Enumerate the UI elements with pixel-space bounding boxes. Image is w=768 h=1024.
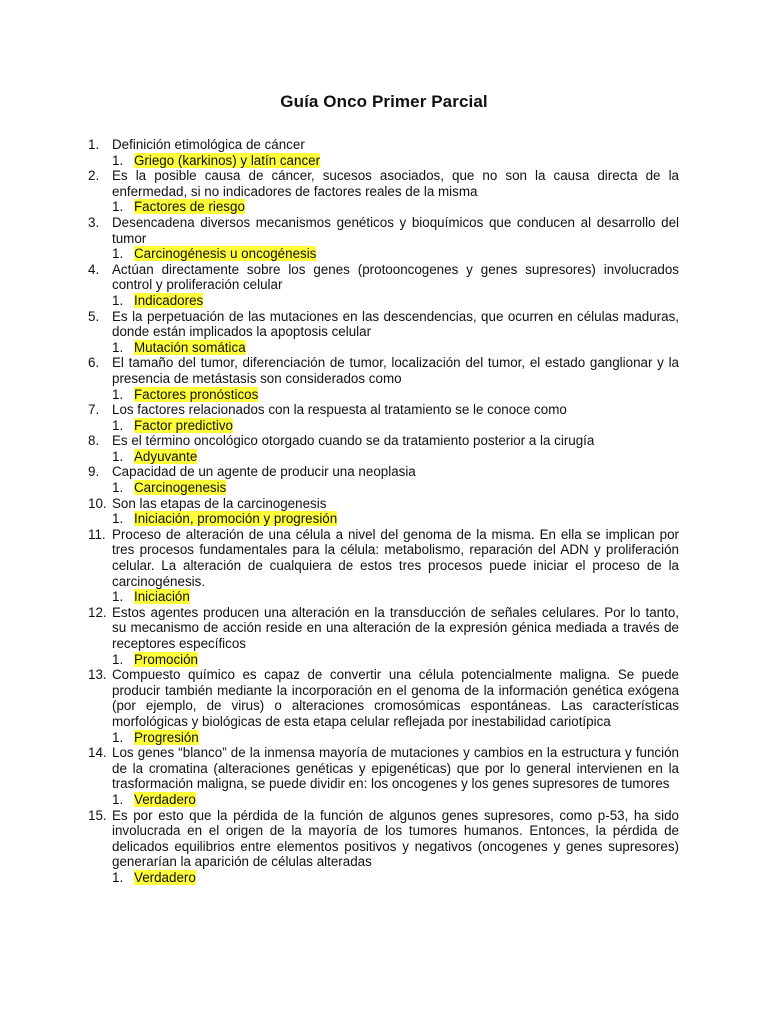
- answer-number: 1.: [112, 339, 124, 355]
- question-number: 14.: [88, 745, 107, 761]
- page-title: Guía Onco Primer Parcial: [280, 92, 488, 111]
- question-item: [88, 355, 679, 402]
- answer-number: 1.: [112, 480, 124, 496]
- question-text: Son las etapas de la carcinogenesis: [112, 495, 327, 511]
- question-item: [88, 605, 679, 667]
- question-number: 6.: [88, 355, 100, 371]
- question-text: Desencadena diversos mecanismos genéticos y bioquímicos que conducen al desarrollo del tumor: [112, 214, 679, 246]
- answer-number: 1.: [112, 246, 124, 262]
- answer-number: 1.: [112, 651, 124, 667]
- question-text: Los factores relacionados con la respuesta al tratamiento se le conoce como: [112, 402, 567, 418]
- highlighted-answer: Iniciación, promoción y progresión: [134, 511, 338, 527]
- answer-number: 1.: [112, 199, 124, 215]
- question-number: 15.: [88, 807, 107, 823]
- question-number: 9.: [88, 464, 100, 480]
- answer-line: [112, 870, 679, 886]
- question-item: [88, 215, 679, 262]
- question-text: Es la perpetuación de las mutaciones en las descendencias, que ocurren en células maduras, donde están implicados la apoptosis celular: [112, 308, 679, 340]
- answer-number: 1.: [112, 152, 124, 168]
- question-item: [88, 168, 679, 215]
- question-item: [88, 527, 679, 605]
- answer-number: 1.: [112, 417, 124, 433]
- question-text: Los genes “blanco” de la inmensa mayoría de mutaciones y cambios en la estructura y función de la cromatina (alteraciones genéticas y epigenéticas) que por lo general intervienen en la trasformación maligna, se puede dividir en: los oncogenes y los genes supresores de tumores: [112, 745, 679, 792]
- question-text: Es el término oncológico otorgado cuando se da tratamiento posterior a la cirugía: [112, 433, 595, 449]
- question-number: 4.: [88, 261, 100, 277]
- question-number: 8.: [88, 433, 100, 449]
- answer-line: [112, 246, 679, 262]
- highlighted-answer: Mutación somática: [134, 339, 246, 355]
- question-number: 2.: [88, 168, 100, 184]
- question-text: El tamaño del tumor, diferenciación de tumor, localización del tumor, el estado ganglionar y la presencia de metástasis son considerados como: [112, 355, 679, 386]
- question-item: [88, 402, 679, 433]
- question-number: 12.: [88, 604, 107, 620]
- answer-number: 1.: [112, 729, 124, 745]
- question-number: 7.: [88, 402, 100, 418]
- highlighted-answer: Factores pronósticos: [134, 386, 259, 402]
- highlighted-answer: Griego (karkinos) y latín cancer: [134, 152, 321, 168]
- highlighted-answer: Iniciación: [134, 589, 190, 605]
- question-text: Capacidad de un agente de producir una neoplasia: [112, 464, 416, 480]
- question-item: [88, 808, 679, 886]
- highlighted-answer: Factor predictivo: [134, 417, 233, 433]
- answer-number: 1.: [112, 791, 124, 807]
- highlighted-answer: Verdadero: [134, 869, 196, 885]
- question-number: 13.: [88, 667, 107, 683]
- answer-number: 1.: [112, 869, 124, 885]
- answer-line: [112, 792, 679, 808]
- answer-line: [112, 340, 679, 356]
- question-text: Proceso de alteración de una célula a nivel del genoma de la misma. En ella se implican por tres procesos fundamentales para la célula: metabolismo, reparación del ADN y proliferación celular. La alteración de cualquiera de estos tres procesos puede iniciar el proceso de la carcinogénesis.: [112, 526, 679, 589]
- question-number: 11.: [88, 526, 106, 542]
- answer-line: [112, 387, 679, 403]
- answer-number: 1.: [112, 511, 124, 527]
- question-list: [88, 137, 679, 886]
- answer-number: 1.: [112, 589, 124, 605]
- question-item: [88, 309, 679, 356]
- highlighted-answer: Progresión: [134, 729, 199, 745]
- question-item: [88, 137, 679, 168]
- question-text: Actúan directamente sobre los genes (protooncogenes y genes supresores) involucrados control y proliferación celular: [112, 261, 679, 293]
- question-item: [88, 262, 679, 309]
- question-item: [88, 496, 679, 527]
- highlighted-answer: Carcinogénesis u oncogénesis: [134, 246, 317, 262]
- answer-line: [112, 199, 679, 215]
- answer-number: 1.: [112, 386, 124, 402]
- question-item: [88, 464, 679, 495]
- answer-line: [112, 293, 679, 309]
- question-item: [88, 745, 679, 807]
- highlighted-answer: Adyuvante: [134, 448, 198, 464]
- answer-number: 1.: [112, 448, 124, 464]
- answer-line: [112, 153, 679, 169]
- question-number: 3.: [88, 214, 100, 230]
- question-text: Es por esto que la pérdida de la función de algunos genes supresores, como p-53, ha sido involucrada en el origen de la mayoría de los tumores humanos. Entonces, la pérdida de delicados equilibrios entre elementos positivos y negativos (oncogenes y genes supresores) generarían la aparición de células alteradas: [112, 807, 679, 870]
- question-item: [88, 433, 679, 464]
- highlighted-answer: Verdadero: [134, 791, 196, 807]
- question-text: Definición etimológica de cáncer: [112, 137, 305, 152]
- answer-line: [112, 418, 679, 434]
- answer-line: [112, 511, 679, 527]
- answer-line: [112, 449, 679, 465]
- question-text: Estos agentes producen una alteración en la transducción de señales celulares. Por lo tanto, su mecanismo de acción reside en una alteración de la expresión génica mediada a través de receptores específicos: [112, 604, 679, 651]
- question-text: Compuesto químico es capaz de convertir una célula potencialmente maligna. Se puede producir también mediante la incorporación en el genoma de la información genética exógena (por ejemplo, de virus) o alteraciones cromosómicas espontáneas. Las características morfológicas y biológicas de esta etapa celular reflejada por inestabilidad cariotípica: [112, 667, 679, 729]
- answer-line: [112, 480, 679, 496]
- question-number: 1.: [88, 137, 100, 152]
- highlighted-answer: Carcinogenesis: [134, 480, 227, 496]
- question-item: [88, 667, 679, 745]
- highlighted-answer: Factores de riesgo: [134, 199, 245, 215]
- question-number: 5.: [88, 308, 100, 324]
- question-text: Es la posible causa de cáncer, sucesos asociados, que no son la causa directa de la enfermedad, si no indicadores de factores reales de la misma: [112, 168, 679, 199]
- highlighted-answer: Indicadores: [134, 292, 204, 308]
- highlighted-answer: Promoción: [134, 651, 199, 667]
- answer-line: [112, 652, 679, 668]
- answer-number: 1.: [112, 292, 124, 308]
- answer-line: [112, 589, 679, 605]
- question-number: 10.: [88, 495, 107, 511]
- answer-line: [112, 730, 679, 746]
